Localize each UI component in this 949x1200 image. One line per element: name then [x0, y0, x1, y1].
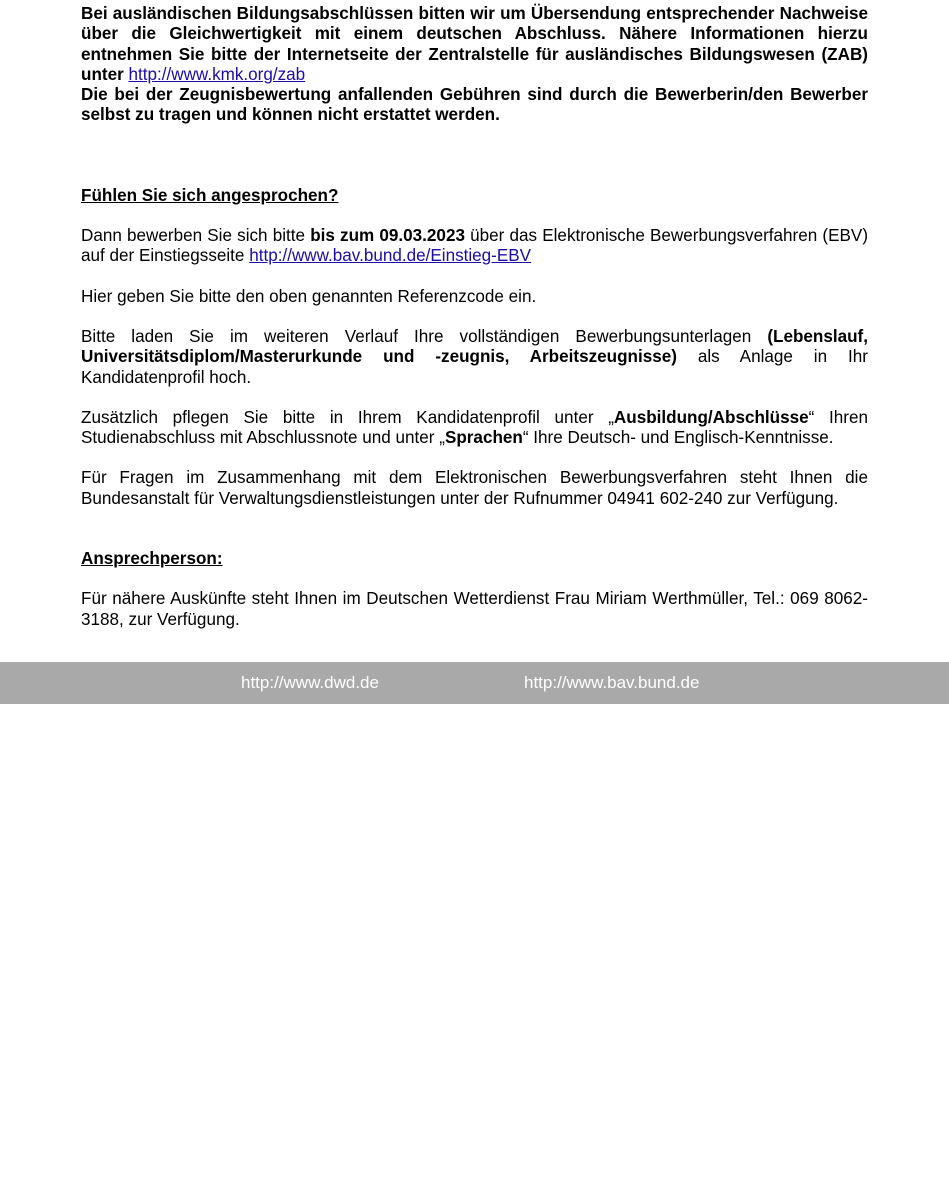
footer-link-bav[interactable]: http://www.bav.bund.de	[524, 673, 700, 692]
footer-link-dwd[interactable]: http://www.dwd.de	[241, 673, 379, 692]
footer-bar	[0, 662, 949, 704]
ebv-questions-paragraph: Für Fragen im Zusammenhang mit dem Elektronischen Bewerbungsverfahren steht Ihnen die Bundesanstalt für Verwaltungsdienstleistungen unter der Rufnummer 04941 602-240 zur Verfügung.	[81, 468, 868, 508]
document-body	[81, 4, 868, 630]
deadline: bis zum 09.03.2023	[310, 226, 465, 246]
upload-documents-paragraph: Bitte laden Sie im weiteren Verlauf Ihre vollständigen Bewerbungsunterlagen (Lebenslauf, Universitätsdiplom/Masterurkunde und -zeugnis, Arbeitszeugnisse) als Anlage in Ihr Kandidatenprofil hoch.	[81, 326, 868, 387]
profile-paragraph: Zusätzlich pflegen Sie bitte in Ihrem Kandidatenprofil unter „Ausbildung/Abschlüsse“ Ihren Studienabschluss mit Abschlussnote und unter „Sprachen“ Ihre Deutsch- und Englisch-Kenntnisse.	[81, 407, 868, 448]
apply-heading: Fühlen Sie sich angesprochen?	[81, 185, 339, 205]
fees-text: Die bei der Zeugnisbewertung anfallenden Gebühren sind durch die Bewerberin/den Bewerber selbst zu tragen und können nicht erstattet werden.	[81, 85, 868, 125]
ebv-link[interactable]: http://www.bav.bund.de/Einstieg-EBV	[249, 246, 532, 266]
foreign-degree-paragraph: Bei ausländischen Bildungsabschlüssen bitten wir um Übersendung entsprechender Nachweise über die Gleichwertigkeit mit einem deutschen Abschluss. Nähere Informationen hierzu entnehmen Sie bitte der Internetseite der Zentralstelle für ausländisches Bildungswesen (ZAB) unter http://www.kmk.org/zab Die bei der Zeugnisbewertung anfallenden Gebühren sind durch die Bewerberin/den Bewerber selbst zu tragen und können nicht erstattet werden.	[81, 4, 868, 125]
zab-link[interactable]: http://www.kmk.org/zab	[128, 64, 306, 84]
apply-deadline-paragraph: Dann bewerben Sie sich bitte bis zum 09.03.2023 über das Elektronische Bewerbungsverfahren (EBV) auf der Einstiegsseite http://www.bav.bund.de/Einstieg-EBV	[81, 226, 869, 266]
reference-code-paragraph: Hier geben Sie bitte den oben genannten Referenzcode ein.	[81, 286, 537, 306]
contact-heading: Ansprechperson:	[81, 549, 223, 569]
contact-paragraph: Für nähere Auskünfte steht Ihnen im Deutschen Wetterdienst Frau Miriam Werthmüller, Tel.: 069 8062-3188, zur Verfügung.	[81, 589, 868, 629]
